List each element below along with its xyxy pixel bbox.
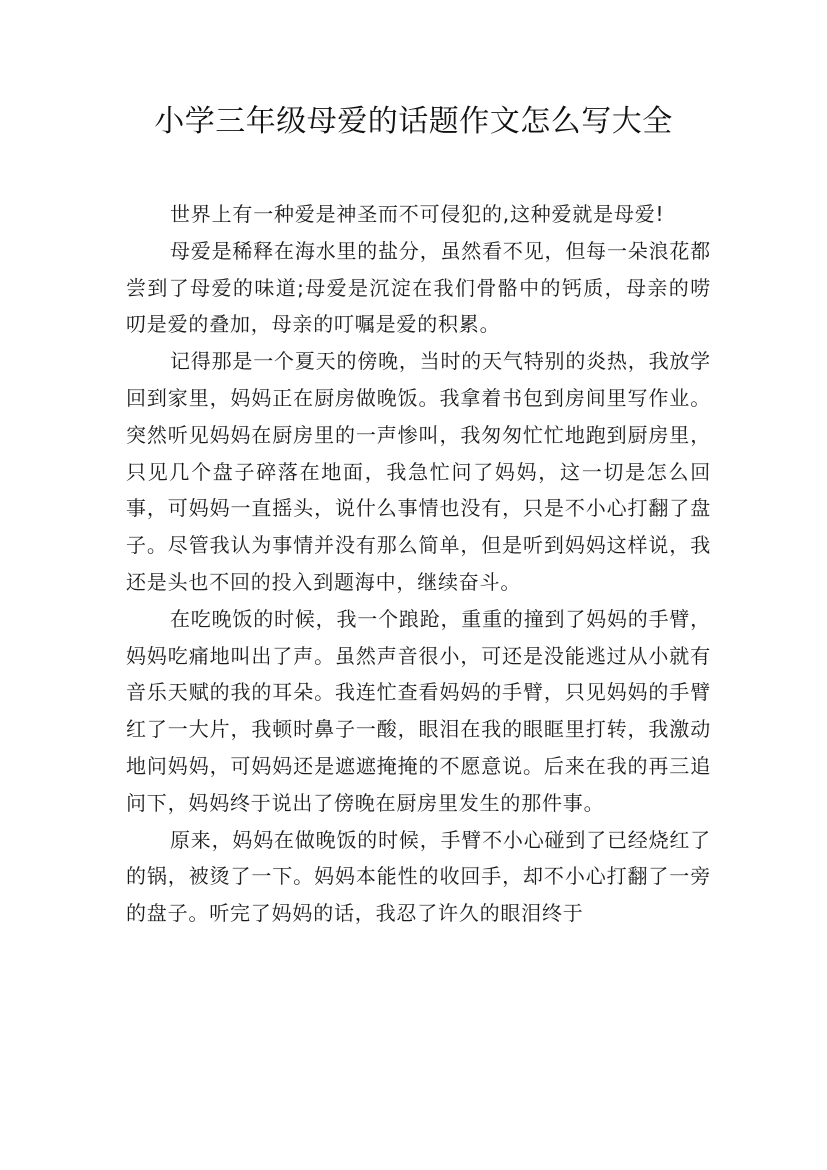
paragraph: 原来，妈妈在做晚饭的时候，手臂不小心碰到了已经烧红了的锅，被烫了一下。妈妈本能性的收回手，却不小心打翻了一旁的盘子。听完了妈妈的话，我忍了许久的眼泪终于 (126, 827, 711, 926)
paragraph: 母爱是稀释在海水里的盐分，虽然看不见，但每一朵浪花都尝到了母爱的味道;母爱是沉淀在我们骨骼中的钙质，母亲的唠叨是爱的叠加，母亲的叮嘱是爱的积累。 (126, 238, 711, 337)
paragraph: 在吃晚饭的时候，我一个踉跄，重重的撞到了妈妈的手臂，妈妈吃痛地叫出了声。虽然声音很小，可还是没能逃过从小就有音乐天赋的我的耳朵。我连忙查看妈妈的手臂，只见妈妈的手臂红了一大片，我顿时鼻子一酸，眼泪在我的眼眶里打转，我激动地问妈妈，可妈妈还是遮遮掩掩的不愿意说。后来在我的再三追问下，妈妈终于说出了傍晚在厨房里发生的那件事。 (126, 606, 711, 815)
document-title: 小学三年级母爱的话题作文怎么写大全 (154, 104, 673, 139)
paragraph: 世界上有一种爱是神圣而不可侵犯的,这种爱就是母爱! (170, 202, 665, 226)
document-body (126, 196, 711, 932)
paragraph: 记得那是一个夏天的傍晚，当时的天气特别的炎热，我放学回到家里，妈妈正在厨房做晚饭。我拿着书包到房间里写作业。突然听见妈妈在厨房里的一声惨叫，我匆匆忙忙地跑到厨房里，只见几个盘子碎落在地面，我急忙问了妈妈，这一切是怎么回事，可妈妈一直摇头，说什么事情也没有，只是不小心打翻了盘子。尽管我认为事情并没有那么简单，但是听到妈妈这样说，我还是头也不回的投入到题海中，继续奋斗。 (126, 349, 711, 594)
